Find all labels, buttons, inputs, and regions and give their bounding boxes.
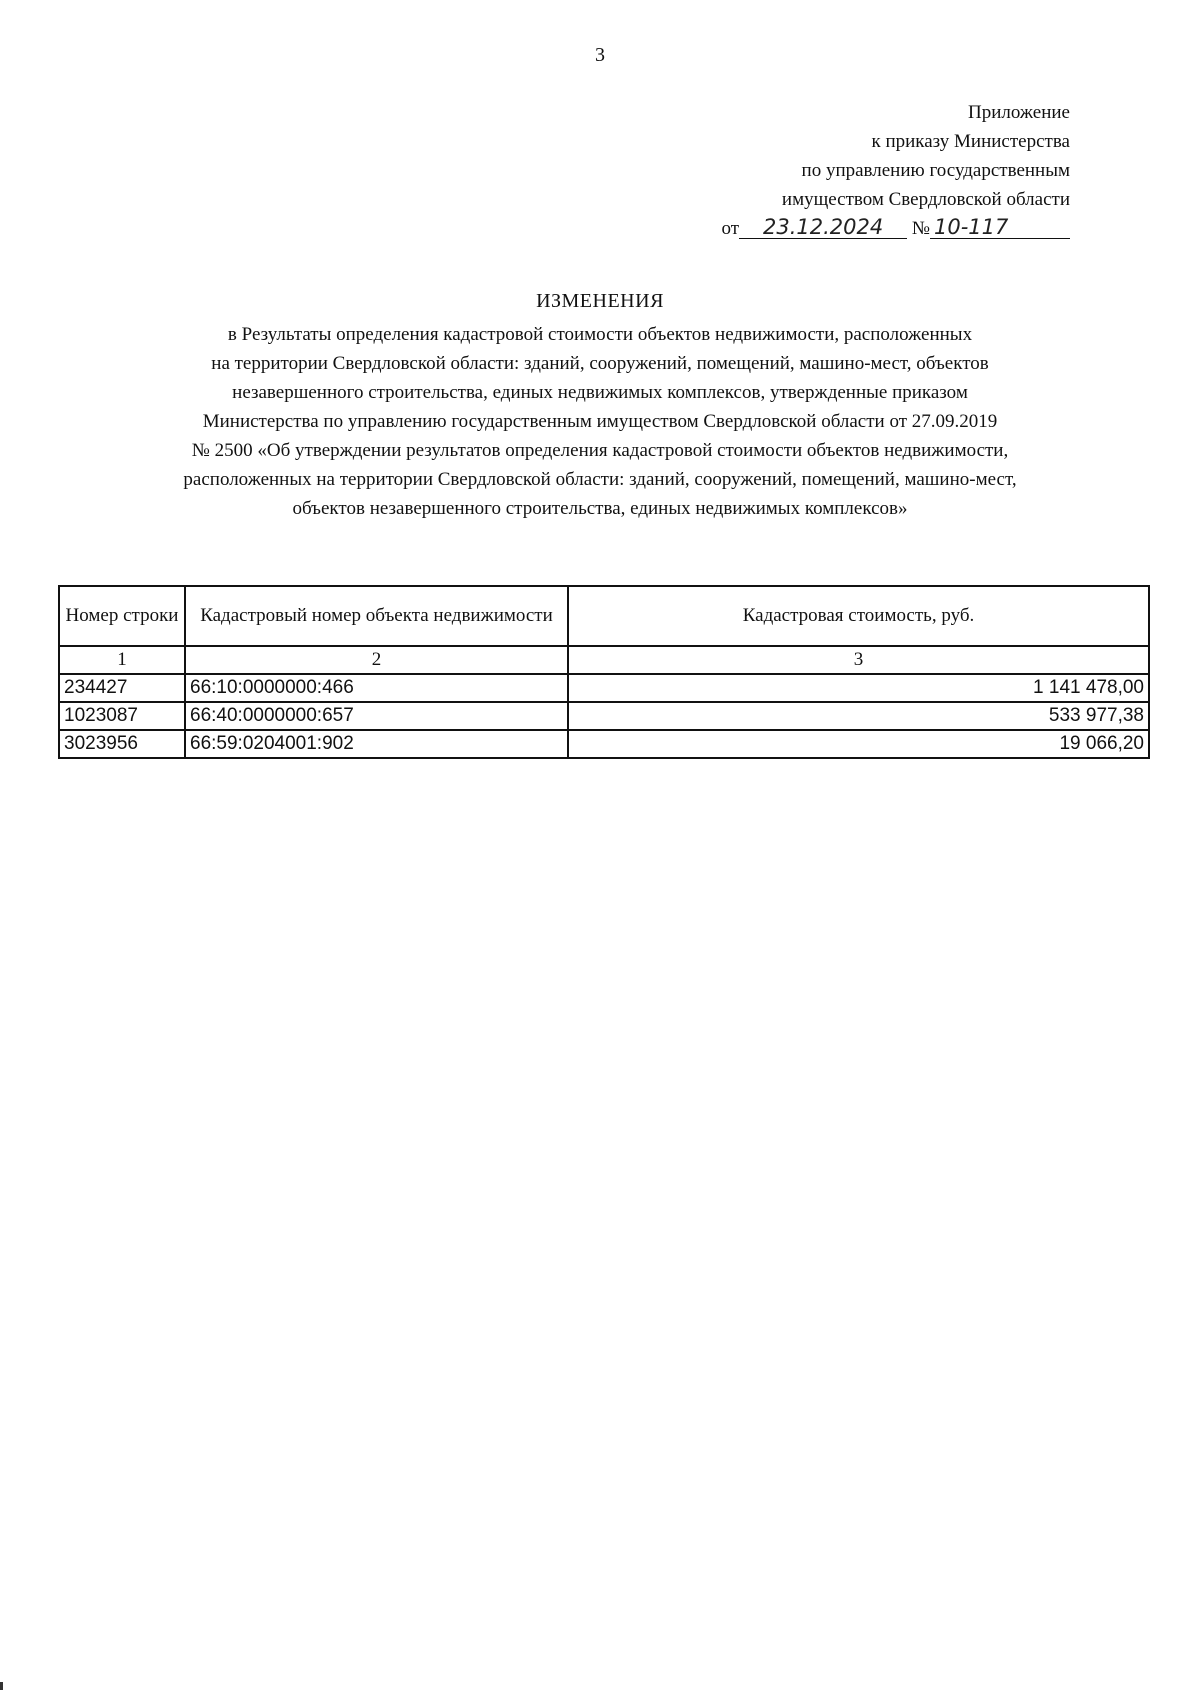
header-cadastral-number: Кадастровый номер объекта недвижимости (185, 586, 568, 646)
cadastral-value-cell: 1 141 478,00 (568, 674, 1149, 702)
scan-artifact-mark (0, 1682, 3, 1690)
cadastral-number-cell: 66:59:0204001:902 (185, 730, 568, 758)
description-line: незавершенного строительства, единых недвижимых комплексов, утвержденные приказом (232, 382, 968, 403)
description-line: расположенных на территории Свердловской области: зданий, сооружений, помещений, машино-мест, (183, 469, 1017, 490)
table-header-row (59, 586, 1149, 646)
header-cadastral-value: Кадастровая стоимость, руб. (568, 586, 1149, 646)
appendix-line-4: имуществом Свердловской области (781, 189, 1070, 210)
cadastral-value-cell: 533 977,38 (568, 702, 1149, 730)
document-title: ИЗМЕНЕНИЯ (536, 290, 664, 312)
page-number: 3 (595, 44, 605, 66)
table-row (59, 730, 1149, 758)
appendix-line-3: по управлению государственным (801, 160, 1070, 181)
column-number: 1 (59, 646, 185, 674)
cadastral-value-table (58, 585, 1150, 759)
handwritten-date: 23.12.2024 (739, 216, 907, 239)
description-line: на территории Свердловской области: зданий, сооружений, помещений, машино-мест, объектов (211, 353, 989, 374)
row-number-cell: 1023087 (59, 702, 185, 730)
column-number: 2 (185, 646, 568, 674)
cadastral-value-cell: 19 066,20 (568, 730, 1149, 758)
table-row (59, 702, 1149, 730)
document-description (60, 320, 1140, 523)
appendix-line-1: Приложение (968, 102, 1070, 123)
description-line: в Результаты определения кадастровой стоимости объектов недвижимости, расположенных (227, 324, 973, 345)
column-number: 3 (568, 646, 1149, 674)
row-number-cell: 3023956 (59, 730, 185, 758)
row-number-cell: 234427 (59, 674, 185, 702)
appendix-line-2: к приказу Министерства (871, 131, 1070, 152)
cadastral-number-cell: 66:10:0000000:466 (185, 674, 568, 702)
description-line: № 2500 «Об утверждении результатов определения кадастровой стоимости объектов недвижимости, (191, 440, 1009, 461)
header-row-number: Номер строки (59, 586, 185, 646)
table-row (59, 674, 1149, 702)
handwritten-order-number: 10-117 (930, 216, 1070, 239)
description-line: объектов незавершенного строительства, единых недвижимых комплексов» (292, 498, 908, 519)
number-prefix: № (911, 218, 930, 239)
appendix-block (722, 98, 1070, 243)
date-prefix: от (721, 218, 740, 239)
description-line: Министерства по управлению государственным имуществом Свердловской области от 27.09.2019 (202, 411, 998, 432)
column-number-row (59, 646, 1149, 674)
cadastral-number-cell: 66:40:0000000:657 (185, 702, 568, 730)
appendix-date-number-line (722, 214, 1070, 243)
